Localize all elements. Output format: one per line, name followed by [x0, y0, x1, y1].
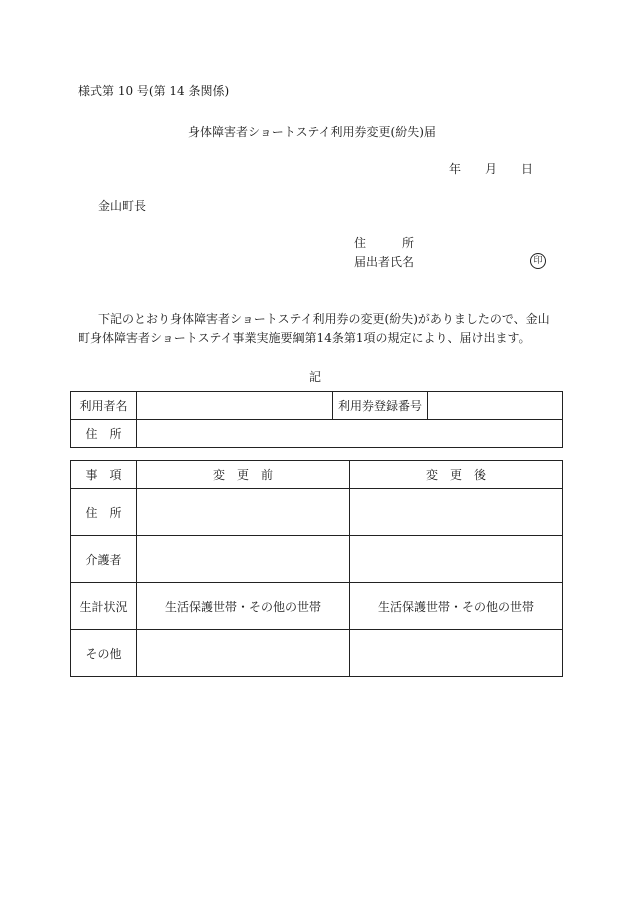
user-info-table — [70, 391, 563, 448]
date-day-label: 日 — [521, 162, 534, 176]
user-address-label: 住 所 — [71, 420, 137, 448]
body-text-line-1: 下記のとおり身体障害者ショートステイ利用券の変更(紛失)がありましたので、金山 — [98, 312, 550, 326]
addressee: 金山町長 — [98, 199, 147, 213]
ticket-number-label: 利用券登録番号 — [333, 392, 428, 420]
applicant-name-label: 届出者氏名 — [354, 255, 415, 269]
before-field[interactable] — [137, 536, 350, 583]
after-field[interactable] — [350, 630, 563, 677]
date-year-label: 年 — [449, 162, 462, 176]
after-field[interactable] — [350, 536, 563, 583]
before-field[interactable] — [137, 630, 350, 677]
header-before: 変 更 前 — [137, 461, 350, 489]
header-item: 事 項 — [71, 461, 137, 489]
before-field[interactable]: 生活保護世帯・その他の世帯 — [137, 583, 350, 630]
form-number: 様式第 10 号(第 14 条関係) — [78, 84, 230, 98]
row-label: 生計状況 — [71, 583, 137, 630]
date-month-label: 月 — [485, 162, 498, 176]
row-label: その他 — [71, 630, 137, 677]
row-label: 介護者 — [71, 536, 137, 583]
table-row — [71, 630, 563, 677]
user-name-label: 利用者名 — [71, 392, 137, 420]
ki-label: 記 — [309, 370, 322, 384]
table-row — [71, 583, 563, 630]
table-row — [71, 489, 563, 536]
seal-mark: 印 — [530, 253, 546, 269]
after-field[interactable]: 生活保護世帯・その他の世帯 — [350, 583, 563, 630]
table-row — [71, 536, 563, 583]
change-table — [70, 460, 563, 677]
applicant-address-label: 住 所 — [354, 236, 415, 250]
ticket-number-field[interactable] — [428, 392, 563, 420]
user-name-field[interactable] — [137, 392, 333, 420]
user-address-field[interactable] — [137, 420, 563, 448]
body-text-line-2: 町身体障害者ショートステイ事業実施要綱第14条第1項の規定により、届け出ます。 — [78, 331, 531, 345]
document-title: 身体障害者ショートステイ利用券変更(紛失)届 — [188, 125, 436, 139]
change-table-header — [71, 461, 563, 489]
before-field[interactable] — [137, 489, 350, 536]
row-label: 住 所 — [71, 489, 137, 536]
after-field[interactable] — [350, 489, 563, 536]
header-after: 変 更 後 — [350, 461, 563, 489]
